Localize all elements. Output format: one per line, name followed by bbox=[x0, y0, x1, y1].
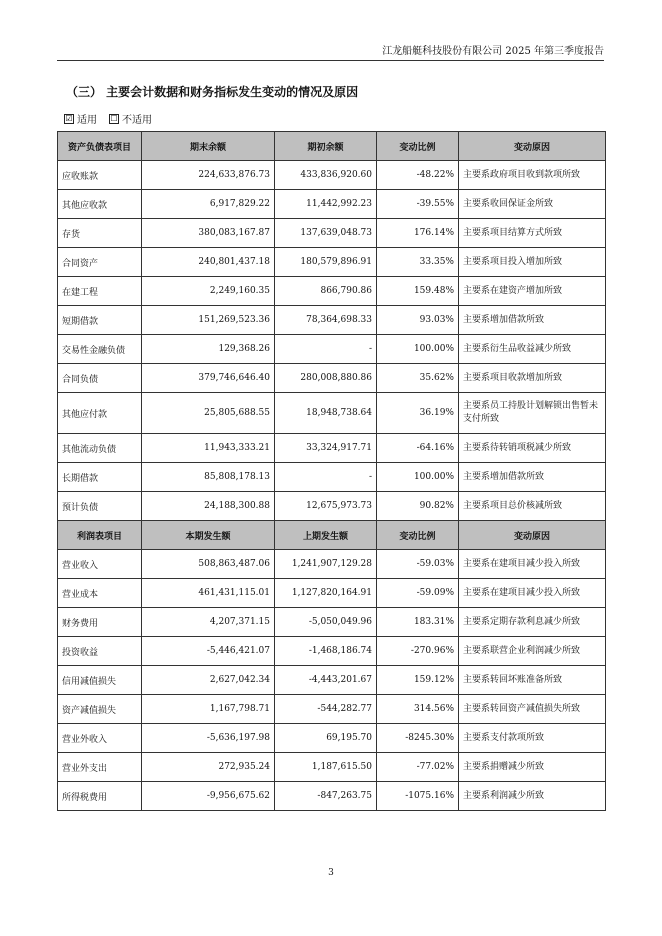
change-ratio-cell: 100.00% bbox=[377, 335, 459, 364]
table-row bbox=[58, 492, 606, 521]
table-row bbox=[58, 364, 606, 393]
change-ratio-cell: 314.56% bbox=[377, 695, 459, 724]
change-reason-cell: 主要系联营企业利润减少所致 bbox=[459, 637, 606, 666]
prior-value-cell: 866,790.86 bbox=[275, 277, 377, 306]
current-value-cell: 224,633,876.73 bbox=[142, 161, 275, 190]
prior-value-cell: -4,443,201.67 bbox=[275, 666, 377, 695]
table-header-row bbox=[58, 132, 606, 161]
item-name-cell: 应收账款 bbox=[58, 161, 142, 190]
prior-value-cell: -5,050,049.96 bbox=[275, 608, 377, 637]
change-ratio-cell: 36.19% bbox=[377, 393, 459, 434]
change-ratio-cell: -59.03% bbox=[377, 550, 459, 579]
change-reason-cell: 主要系增加借款所致 bbox=[459, 306, 606, 335]
prior-value-cell: 18,948,738.64 bbox=[275, 393, 377, 434]
change-ratio-cell: -8245.30% bbox=[377, 724, 459, 753]
column-header: 变动原因 bbox=[459, 132, 606, 161]
prior-value-cell: 11,442,992.23 bbox=[275, 190, 377, 219]
table-row bbox=[58, 161, 606, 190]
item-name-cell: 在建工程 bbox=[58, 277, 142, 306]
item-name-cell: 资产减值损失 bbox=[58, 695, 142, 724]
table-row bbox=[58, 608, 606, 637]
table-row bbox=[58, 463, 606, 492]
page-number: 3 bbox=[328, 868, 334, 878]
change-reason-cell: 主要系收回保证金所致 bbox=[459, 190, 606, 219]
item-name-cell: 合同资产 bbox=[58, 248, 142, 277]
item-name-cell: 营业收入 bbox=[58, 550, 142, 579]
page-header bbox=[57, 44, 604, 61]
applicability-options bbox=[64, 111, 152, 126]
change-reason-cell: 主要系在建项目减少投入所致 bbox=[459, 550, 606, 579]
current-value-cell: 2,249,160.35 bbox=[142, 277, 275, 306]
prior-value-cell: 69,195.70 bbox=[275, 724, 377, 753]
current-value-cell: 2,627,042.34 bbox=[142, 666, 275, 695]
column-header: 变动比例 bbox=[377, 521, 459, 550]
change-ratio-cell: -1075.16% bbox=[377, 782, 459, 811]
change-reason-cell: 主要系在建项目减少投入所致 bbox=[459, 579, 606, 608]
current-value-cell: 25,805,688.55 bbox=[142, 393, 275, 434]
current-value-cell: 11,943,333.21 bbox=[142, 434, 275, 463]
change-ratio-cell: -48.22% bbox=[377, 161, 459, 190]
prior-value-cell: -1,468,186.74 bbox=[275, 637, 377, 666]
current-value-cell: 240,801,437.18 bbox=[142, 248, 275, 277]
header-text: 江龙船艇科技股份有限公司 2025 年第三季度报告 bbox=[382, 46, 604, 57]
item-name-cell: 其他应付款 bbox=[58, 393, 142, 434]
change-ratio-cell: 35.62% bbox=[377, 364, 459, 393]
change-reason-cell: 主要系项目总价核减所致 bbox=[459, 492, 606, 521]
column-header: 资产负债表项目 bbox=[58, 132, 142, 161]
table-row bbox=[58, 335, 606, 364]
table-row bbox=[58, 393, 606, 434]
change-ratio-cell: 93.03% bbox=[377, 306, 459, 335]
change-ratio-cell: 33.35% bbox=[377, 248, 459, 277]
item-name-cell: 其他应收款 bbox=[58, 190, 142, 219]
change-reason-cell: 主要系转回资产减值损失所致 bbox=[459, 695, 606, 724]
change-reason-cell: 主要系待转销项税减少所致 bbox=[459, 434, 606, 463]
change-reason-cell: 主要系利润减少所致 bbox=[459, 782, 606, 811]
change-ratio-cell: 90.82% bbox=[377, 492, 459, 521]
prior-value-cell: 12,675,973.73 bbox=[275, 492, 377, 521]
table-row bbox=[58, 782, 606, 811]
current-value-cell: -5,636,197.98 bbox=[142, 724, 275, 753]
change-reason-cell: 主要系捐赠减少所致 bbox=[459, 753, 606, 782]
item-name-cell: 其他流动负债 bbox=[58, 434, 142, 463]
change-reason-cell: 主要系衍生品收益减少所致 bbox=[459, 335, 606, 364]
change-ratio-cell: 159.48% bbox=[377, 277, 459, 306]
change-reason-cell: 主要系项目结算方式所致 bbox=[459, 219, 606, 248]
change-ratio-cell: 176.14% bbox=[377, 219, 459, 248]
change-ratio-cell: 100.00% bbox=[377, 463, 459, 492]
item-name-cell: 合同负债 bbox=[58, 364, 142, 393]
item-name-cell: 信用减值损失 bbox=[58, 666, 142, 695]
table-row bbox=[58, 579, 606, 608]
column-header: 变动比例 bbox=[377, 132, 459, 161]
table-row bbox=[58, 550, 606, 579]
table-header-row bbox=[58, 521, 606, 550]
change-reason-cell: 主要系转回坏账准备所致 bbox=[459, 666, 606, 695]
column-header: 上期发生额 bbox=[275, 521, 377, 550]
change-reason-cell: 主要系在建资产增加所致 bbox=[459, 277, 606, 306]
table-row bbox=[58, 190, 606, 219]
change-ratio-cell: -39.55% bbox=[377, 190, 459, 219]
change-ratio-cell: 159.12% bbox=[377, 666, 459, 695]
item-name-cell: 所得税费用 bbox=[58, 782, 142, 811]
current-value-cell: 1,167,798.71 bbox=[142, 695, 275, 724]
item-name-cell: 交易性金融负债 bbox=[58, 335, 142, 364]
table-row bbox=[58, 724, 606, 753]
financial-changes-table bbox=[57, 131, 606, 811]
prior-value-cell: 180,579,896.91 bbox=[275, 248, 377, 277]
prior-value-cell: 433,836,920.60 bbox=[275, 161, 377, 190]
prior-value-cell: 1,187,615.50 bbox=[275, 753, 377, 782]
column-header: 期末余额 bbox=[142, 132, 275, 161]
column-header: 期初余额 bbox=[275, 132, 377, 161]
column-header: 变动原因 bbox=[459, 521, 606, 550]
change-reason-cell: 主要系员工持股计划解锁出售暂未支付所致 bbox=[459, 393, 606, 434]
column-header: 本期发生额 bbox=[142, 521, 275, 550]
change-ratio-cell: -59.09% bbox=[377, 579, 459, 608]
prior-value-cell: 33,324,917.71 bbox=[275, 434, 377, 463]
prior-value-cell: -847,263.75 bbox=[275, 782, 377, 811]
table-row bbox=[58, 753, 606, 782]
current-value-cell: 461,431,115.01 bbox=[142, 579, 275, 608]
change-reason-cell: 主要系定期存款利息减少所致 bbox=[459, 608, 606, 637]
current-value-cell: 379,746,646.40 bbox=[142, 364, 275, 393]
prior-value-cell: 137,639,048.73 bbox=[275, 219, 377, 248]
item-name-cell: 营业外收入 bbox=[58, 724, 142, 753]
change-ratio-cell: -270.96% bbox=[377, 637, 459, 666]
change-reason-cell: 主要系政府项目收到款项所致 bbox=[459, 161, 606, 190]
prior-value-cell: - bbox=[275, 335, 377, 364]
current-value-cell: 151,269,523.36 bbox=[142, 306, 275, 335]
current-value-cell: -9,956,675.62 bbox=[142, 782, 275, 811]
applicable-label: 适用 bbox=[77, 115, 97, 126]
table-body bbox=[58, 132, 606, 811]
current-value-cell: 4,207,371.15 bbox=[142, 608, 275, 637]
prior-value-cell: - bbox=[275, 463, 377, 492]
change-reason-cell: 主要系增加借款所致 bbox=[459, 463, 606, 492]
table-row bbox=[58, 248, 606, 277]
prior-value-cell: 1,241,907,129.28 bbox=[275, 550, 377, 579]
table-row bbox=[58, 695, 606, 724]
current-value-cell: 380,083,167.87 bbox=[142, 219, 275, 248]
table-row bbox=[58, 277, 606, 306]
item-name-cell: 长期借款 bbox=[58, 463, 142, 492]
not-applicable-checkbox: ☐ bbox=[110, 113, 118, 123]
table-row bbox=[58, 219, 606, 248]
table-row bbox=[58, 666, 606, 695]
item-name-cell: 财务费用 bbox=[58, 608, 142, 637]
change-ratio-cell: 183.31% bbox=[377, 608, 459, 637]
change-ratio-cell: -64.16% bbox=[377, 434, 459, 463]
prior-value-cell: 1,127,820,164.91 bbox=[275, 579, 377, 608]
prior-value-cell: -544,282.77 bbox=[275, 695, 377, 724]
table-row bbox=[58, 637, 606, 666]
current-value-cell: 6,917,829.22 bbox=[142, 190, 275, 219]
table-row bbox=[58, 434, 606, 463]
item-name-cell: 投资收益 bbox=[58, 637, 142, 666]
current-value-cell: 129,368.26 bbox=[142, 335, 275, 364]
current-value-cell: 85,808,178.13 bbox=[142, 463, 275, 492]
item-name-cell: 预计负债 bbox=[58, 492, 142, 521]
change-ratio-cell: -77.02% bbox=[377, 753, 459, 782]
current-value-cell: -5,446,421.07 bbox=[142, 637, 275, 666]
change-reason-cell: 主要系支付款项所致 bbox=[459, 724, 606, 753]
prior-value-cell: 78,364,698.33 bbox=[275, 306, 377, 335]
current-value-cell: 272,935.24 bbox=[142, 753, 275, 782]
current-value-cell: 508,863,487.06 bbox=[142, 550, 275, 579]
section-title: （三） 主要会计数据和财务指标发生变动的情况及原因 bbox=[66, 85, 359, 99]
item-name-cell: 营业成本 bbox=[58, 579, 142, 608]
item-name-cell: 营业外支出 bbox=[58, 753, 142, 782]
applicable-checkbox: ☑ bbox=[65, 113, 73, 123]
change-reason-cell: 主要系项目投入增加所致 bbox=[459, 248, 606, 277]
prior-value-cell: 280,008,880.86 bbox=[275, 364, 377, 393]
column-header: 利润表项目 bbox=[58, 521, 142, 550]
table-row bbox=[58, 306, 606, 335]
item-name-cell: 存货 bbox=[58, 219, 142, 248]
change-reason-cell: 主要系项目收款增加所致 bbox=[459, 364, 606, 393]
item-name-cell: 短期借款 bbox=[58, 306, 142, 335]
not-applicable-label: 不适用 bbox=[122, 115, 152, 126]
current-value-cell: 24,188,300.88 bbox=[142, 492, 275, 521]
